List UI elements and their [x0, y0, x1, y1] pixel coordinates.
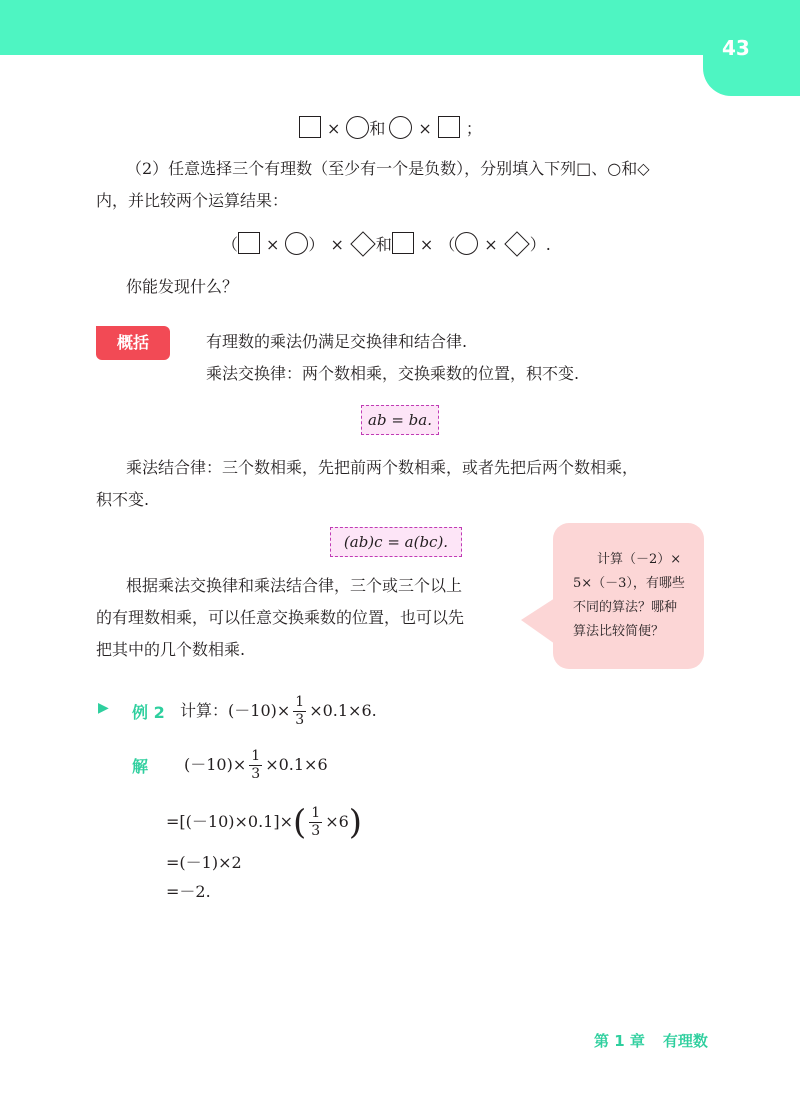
- fraction-one-third: [249, 748, 262, 783]
- question-2-line-1: （2）任意选择三个有理数（至少有一个是负数），分别填入下列□、○和◇: [126, 159, 650, 178]
- frac-denominator: 3: [251, 766, 261, 782]
- fraction-one-third: [293, 694, 306, 729]
- frac-numerator: 1: [311, 805, 321, 821]
- big-right-paren: ): [348, 802, 363, 843]
- times-sign: ×: [419, 235, 434, 254]
- speech-bubble-tail: [521, 598, 555, 644]
- right-paren: ）: [308, 235, 325, 254]
- frac-denominator: 3: [295, 712, 305, 728]
- chapter-title: 有理数: [662, 1032, 708, 1050]
- question-2-line-2: 内，并比较两个运算结果：: [96, 191, 289, 210]
- solution-step-3: =－2.: [166, 882, 211, 901]
- solution-step-0: [184, 744, 328, 786]
- square-shape: [238, 232, 260, 254]
- solution-step-1: [166, 800, 362, 845]
- associative-formula: (ab)c = a(bc).: [330, 527, 462, 557]
- bubble-line-2: 5×（－3），有哪些: [573, 576, 685, 591]
- semicolon: ；: [465, 119, 482, 138]
- example-prompt: 计算：: [180, 701, 229, 720]
- associative-law-text-1: 乘法结合律：三个数相乘，先把前两个数相乘，或者先把后两个数相乘，: [126, 458, 639, 477]
- commutative-law-text: 乘法交换律：两个数相乘，交换乘数的位置，积不变.: [206, 364, 580, 383]
- bubble-line-1: 计算（－2）×: [597, 552, 682, 567]
- square-shape: [392, 232, 414, 254]
- circle-shape: [346, 116, 369, 139]
- paragraph-line-1: 根据乘法交换律和乘法结合律，三个或三个以上: [126, 576, 463, 595]
- summary-badge: 概括: [96, 326, 170, 360]
- step0-a: (－10)×: [184, 755, 247, 774]
- circle-shape: [389, 116, 412, 139]
- times-sign: ×: [330, 235, 344, 254]
- diamond-shape: [350, 231, 375, 256]
- frac-denominator: 3: [311, 823, 321, 839]
- top-header-band: [0, 0, 800, 55]
- right-paren-period: ）.: [529, 235, 551, 254]
- square-shape: [299, 116, 321, 138]
- paragraph-line-3: 把其中的几个数相乘.: [96, 640, 246, 659]
- example-problem: [180, 690, 377, 732]
- chapter-number: 第 1 章: [594, 1032, 645, 1050]
- frac-numerator: 1: [251, 748, 261, 764]
- left-paren: （: [439, 235, 456, 254]
- solution-step-2: =(－1)×2: [166, 853, 242, 872]
- square-shape: [438, 116, 460, 138]
- summary-text-1: 有理数的乘法仍满足交换律和结合律.: [206, 332, 468, 351]
- solution-label: 解: [132, 757, 149, 776]
- left-paren: （: [222, 235, 239, 254]
- example-label: 例 2: [132, 703, 165, 722]
- step1-a: =[(－10)×0.1]×: [166, 812, 293, 831]
- circle-shape: [285, 232, 308, 255]
- bubble-line-4: 算法比较简便？: [573, 624, 665, 639]
- times-sign: ×: [266, 235, 280, 254]
- commutative-formula: ab = ba.: [361, 405, 439, 435]
- chapter-footer: [594, 1030, 708, 1051]
- big-left-paren: (: [293, 802, 307, 843]
- step0-b: ×0.1×6: [265, 755, 328, 774]
- step1-b: ×6: [325, 812, 349, 831]
- paragraph-line-2: 的有理数相乘，可以任意交换乘数的位置，也可以先: [96, 608, 465, 627]
- page-number-tab: [703, 28, 800, 96]
- times-sign: ×: [327, 119, 341, 138]
- circle-shape: [455, 232, 478, 255]
- times-sign: ×: [484, 235, 498, 254]
- play-arrow-icon: ▶: [98, 700, 109, 716]
- bubble-line-3: 不同的算法？哪种: [573, 600, 678, 615]
- shape-expression-1: [299, 116, 482, 141]
- shape-expression-2: [222, 232, 551, 257]
- example-expr-b: ×0.1×6.: [309, 701, 377, 720]
- times-sign: ×: [418, 119, 432, 138]
- associative-law-text-2: 积不变.: [96, 490, 150, 509]
- fraction-one-third: [309, 805, 322, 840]
- frac-numerator: 1: [295, 694, 305, 710]
- and-word: 和: [369, 119, 386, 138]
- diamond-shape: [504, 231, 529, 256]
- and-word: 和: [375, 235, 392, 254]
- question-prompt: 你能发现什么？: [126, 277, 239, 296]
- speech-bubble-text: [573, 548, 697, 644]
- example-expr-a: (－10)×: [228, 701, 291, 720]
- page-number: 43: [722, 36, 750, 60]
